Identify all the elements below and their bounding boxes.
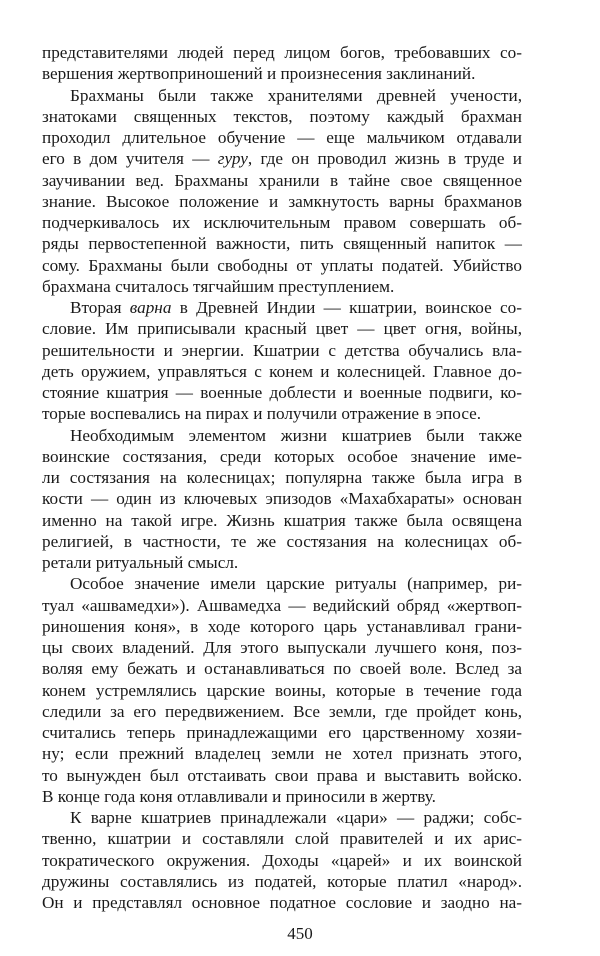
- text-line: [42, 255, 522, 276]
- text-segment: риношения коня», в ходе которого царь устанавливал грани-: [42, 616, 522, 636]
- text-line: [42, 106, 522, 127]
- text-segment: следили за его передвижением. Все земли, где пройдет конь,: [42, 701, 522, 721]
- text-segment: то вынужден был отстаивать свои права и выставить войско.: [42, 765, 522, 785]
- text-line: [42, 871, 522, 892]
- text-segment: стояние кшатрия — военные доблести и военные подвиги, ко-: [42, 383, 522, 402]
- text-line: [42, 276, 522, 297]
- paragraph: [42, 573, 522, 807]
- text-line: [42, 382, 522, 403]
- text-segment: словие. Им приписывали красный цвет — цвет огня, войны,: [42, 319, 522, 339]
- text-segment: проходил длительное обучение — еще мальчиком отдавали: [42, 128, 522, 147]
- text-line: [42, 85, 522, 106]
- text-segment: твенно, кшатрии и составляли слой правителей и их арис-: [42, 829, 522, 849]
- text-segment: ретали ритуальный смысл.: [42, 553, 239, 572]
- text-line: [42, 425, 522, 446]
- text-line: [42, 786, 522, 807]
- text-line: [42, 573, 522, 594]
- text-segment: ли состязания на колесницах; популярна также была игра в: [42, 468, 522, 487]
- text-segment: К варне кшатриев принадлежали «цари» — раджи; собс-: [70, 808, 522, 827]
- text-segment: религией, в частности, те же состязания на колесницах об-: [42, 531, 522, 551]
- text-segment: именно на такой игре. Жизнь кшатрия также была освящена: [42, 510, 522, 530]
- text-line: [42, 595, 522, 616]
- text-segment: воинские состязания, среди которых особое значение име-: [42, 446, 522, 466]
- text-segment: решительности и энергии. Кшатрии с детства обучались вла-: [42, 340, 522, 360]
- text-segment: сому. Брахманы были свободны от уплаты податей. Убийство: [42, 255, 522, 275]
- text-segment: цы своих владений. Для этого выпускали лучшего коня, поз-: [42, 638, 522, 657]
- text-line: [42, 510, 522, 531]
- text-line: [42, 446, 522, 467]
- text-line: [42, 467, 522, 488]
- text-line: [42, 318, 522, 339]
- text-line: [42, 212, 522, 233]
- text-segment: дружины составлялись из податей, которые платил «народ».: [42, 871, 522, 891]
- text-segment: знание. Высокое положение и замкнутость варны брахманов: [42, 191, 522, 211]
- page-number: 450: [287, 924, 313, 943]
- text-line: [42, 850, 522, 871]
- text-segment: конем устремлялись царские воины, которые в течение года: [42, 680, 522, 700]
- italic-term: варна: [129, 298, 172, 317]
- text-line: [42, 340, 522, 361]
- text-segment: заучивании вед. Брахманы хранили в тайне свое священное: [42, 170, 522, 190]
- text-segment: воляя ему бежать и останавливаться по своей воле. Вслед за: [42, 659, 522, 679]
- text-line: [42, 488, 522, 509]
- text-line: [42, 807, 522, 828]
- text-segment: его в дом учителя —: [42, 149, 218, 169]
- paragraph: [42, 85, 522, 298]
- text-line: [42, 722, 522, 743]
- text-line: [42, 191, 522, 212]
- text-segment: ряды первостепенной важности, пить священный напиток —: [42, 234, 522, 254]
- text-segment: Особое значение имели царские ритуалы (например, ри-: [70, 574, 522, 594]
- text-segment: брахмана считалось тягчайшим преступлением.: [42, 276, 395, 296]
- text-line: [42, 637, 522, 658]
- text-segment: деть оружием, управляться с конем и колесницей. Главное до-: [42, 361, 522, 381]
- text-segment: , где он проводил жизнь в труде и: [247, 149, 523, 169]
- text-line: [42, 403, 522, 424]
- text-segment: считались теперь принадлежащими его царственному хозяи-: [42, 723, 522, 742]
- italic-term: гуру: [217, 149, 248, 169]
- text-segment: подчеркивалось их исключительным правом совершать об-: [42, 213, 522, 232]
- text-line: [42, 892, 522, 913]
- paragraph: [42, 807, 522, 913]
- text-segment: в Древней Индии — кшатрии, воинское со-: [171, 298, 522, 317]
- text-segment: Брахманы были также хранителями древней учености,: [70, 85, 522, 105]
- text-line: [42, 552, 522, 573]
- text-segment: вершения жертвоприношений и произнесения заклинаний.: [42, 64, 476, 84]
- text-line: [42, 127, 522, 148]
- text-segment: Необходимым элементом жизни кшатриев были также: [70, 425, 522, 445]
- text-line: [42, 531, 522, 552]
- text-segment: кости — один из ключевых эпизодов «Махабхараты» основан: [42, 489, 522, 509]
- text-line: [42, 233, 522, 254]
- text-line: [42, 743, 522, 764]
- text-segment: торые воспевались на пирах и получили отражение в эпосе.: [42, 404, 482, 424]
- text-line: [42, 765, 522, 786]
- text-segment: Вторая: [70, 298, 130, 317]
- text-segment: тократического окружения. Доходы «царей» и их воинской: [42, 850, 522, 870]
- text-line: [42, 297, 522, 318]
- text-line: [42, 63, 522, 84]
- paragraph: [42, 297, 522, 425]
- text-segment: знатоками священных текстов, поэтому каждый брахман: [42, 106, 522, 126]
- text-segment: представителями людей перед лицом богов, требовавших со-: [42, 43, 522, 62]
- text-line: [42, 361, 522, 382]
- page-text: [42, 42, 522, 913]
- text-line: [42, 148, 522, 169]
- text-segment: В конце года коня отлавливали и приносили в жертву.: [42, 786, 436, 806]
- text-line: [42, 828, 522, 849]
- text-line: [42, 170, 522, 191]
- text-segment: ну; если прежний владелец земли не хотел признать этого,: [42, 744, 522, 764]
- text-segment: Он и представлял основное податное сословие и заодно на-: [42, 893, 522, 912]
- text-segment: туал «ашвамедхи»). Ашвамедха — ведийский обряд «жертвоп-: [42, 595, 522, 615]
- text-line: [42, 701, 522, 722]
- text-line: [42, 680, 522, 701]
- paragraph: [42, 425, 522, 574]
- paragraph: [42, 42, 522, 85]
- text-line: [42, 658, 522, 679]
- text-line: [42, 42, 522, 63]
- text-line: [42, 616, 522, 637]
